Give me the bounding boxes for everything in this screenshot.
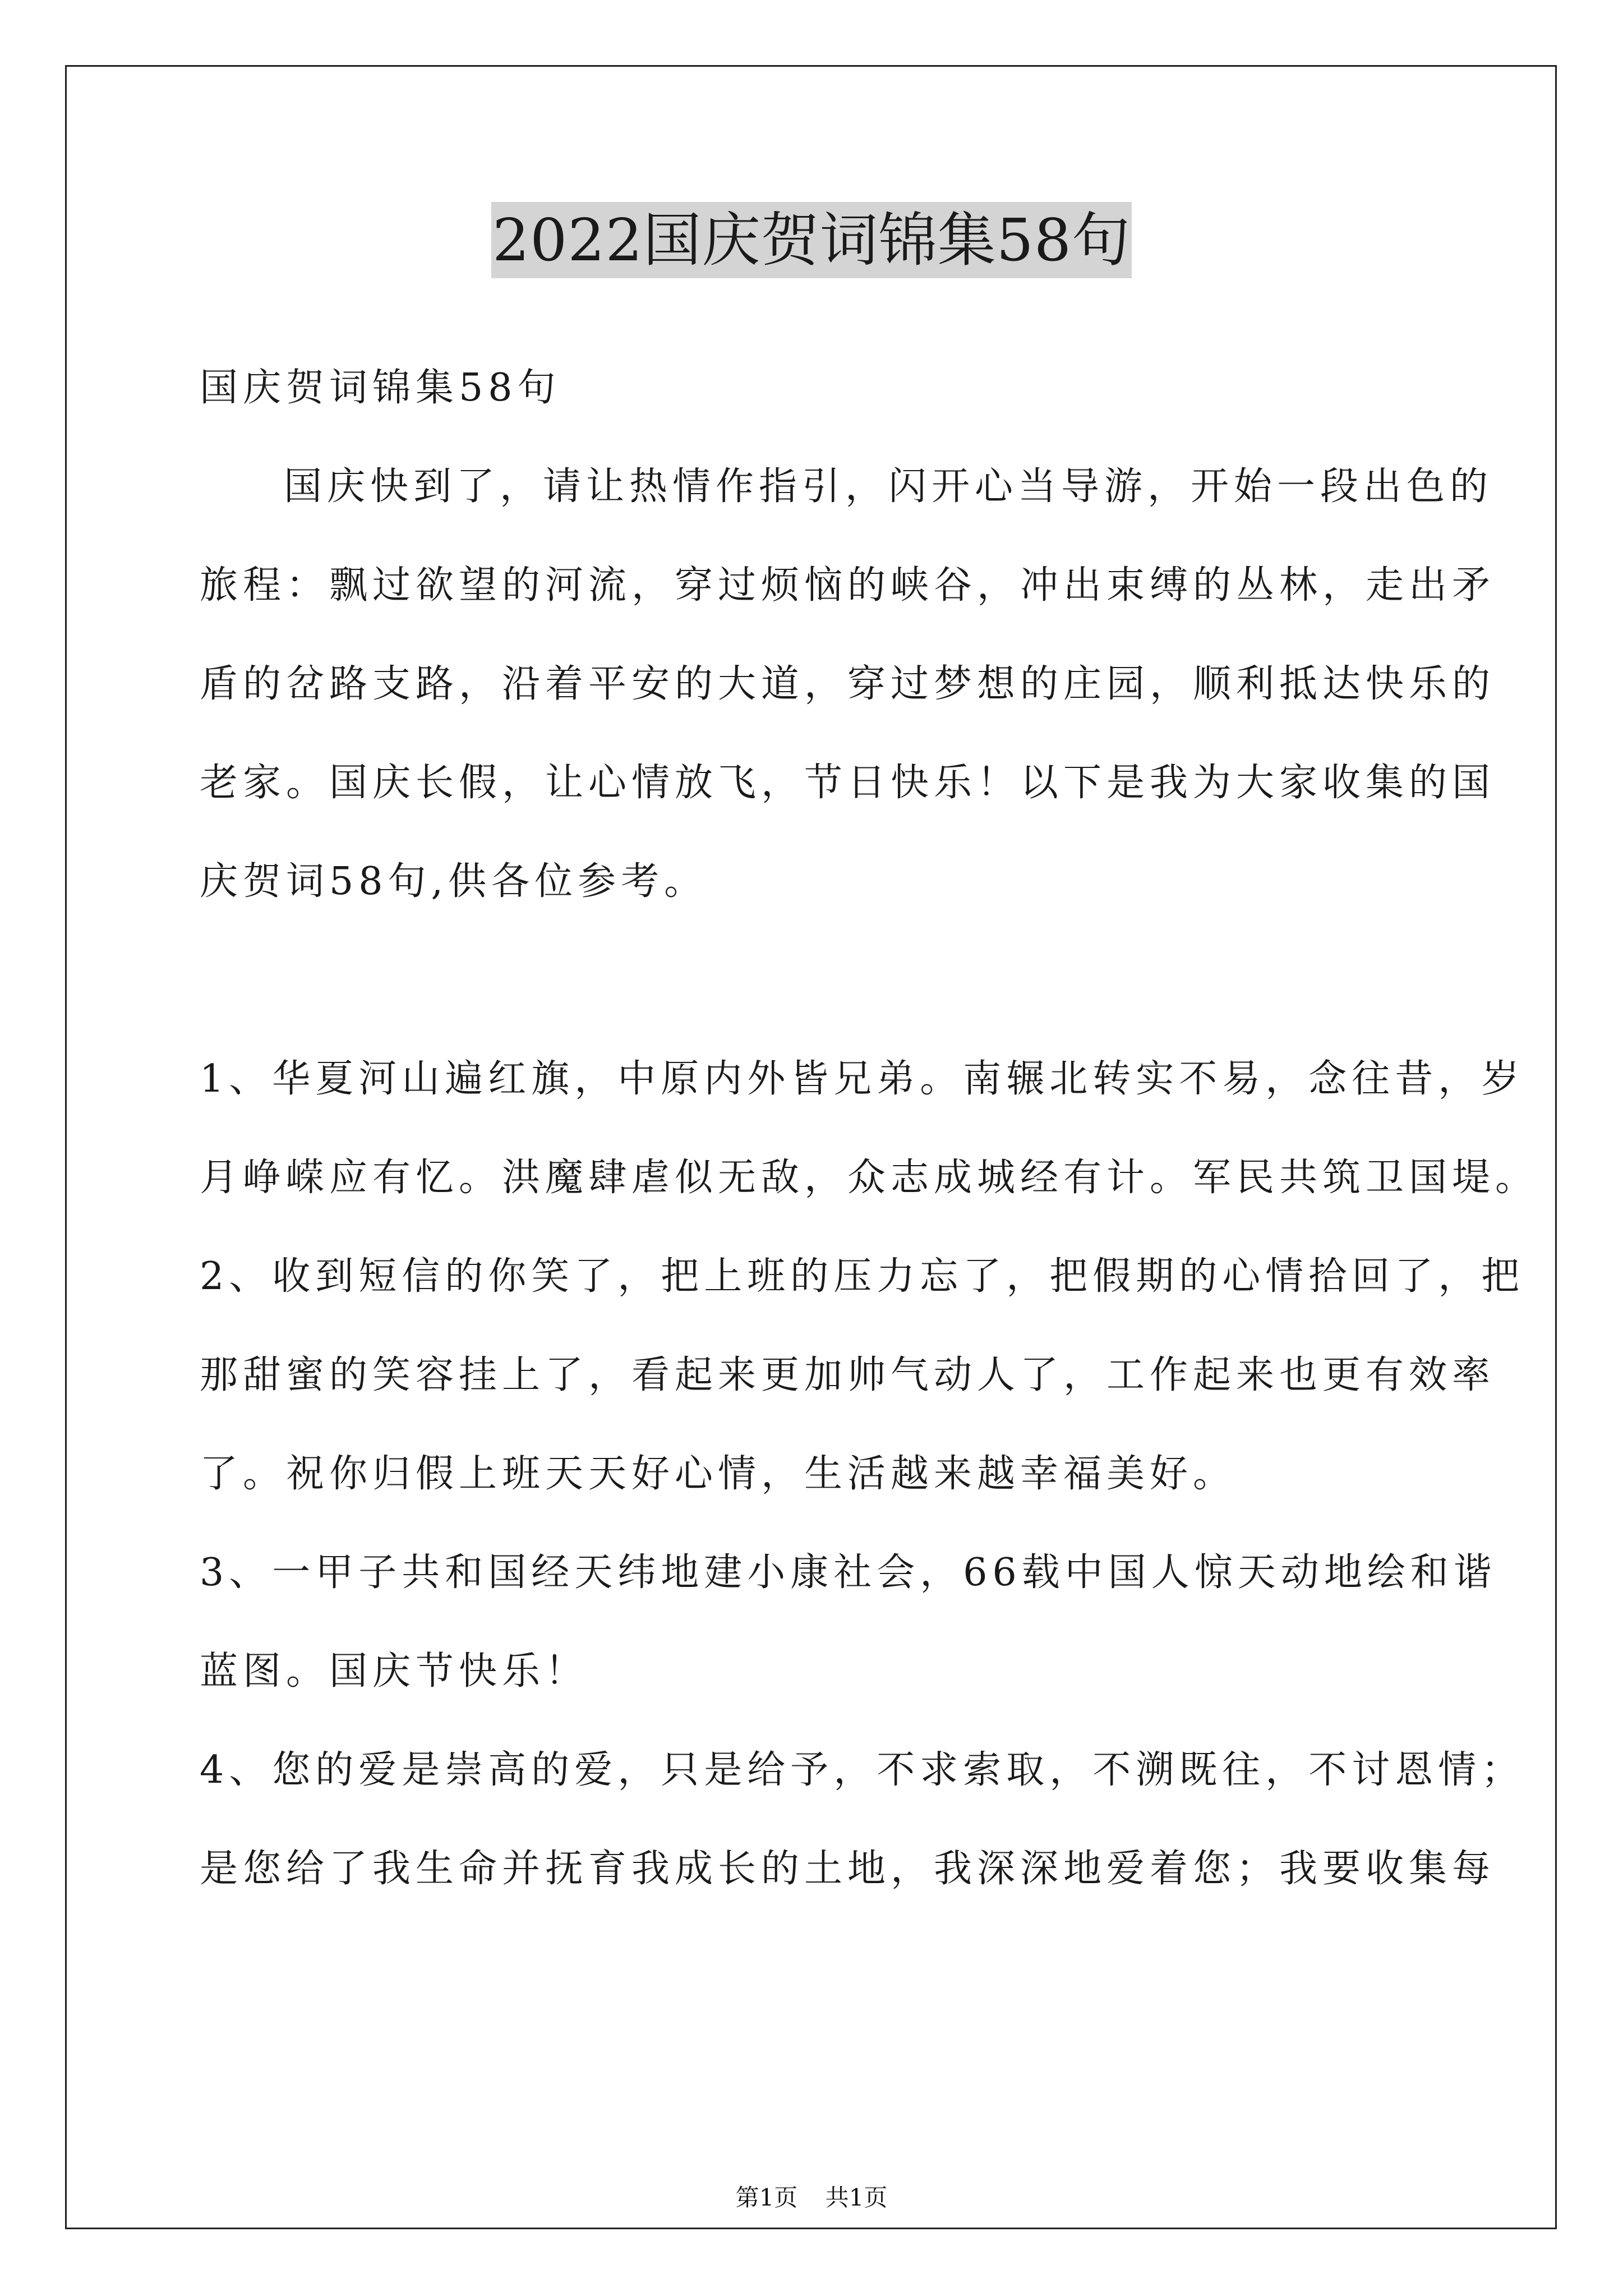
intro-line: 国庆快到了，请让热情作指引，闪开心当导游，开始一段出色的 (284, 464, 1493, 509)
intro-line: 旅程：飘过欲望的河流，穿过烦恼的峡谷，冲出束缚的丛林，走出矛 (200, 563, 1496, 608)
page-total: 共1页 (825, 2184, 888, 2211)
document-title: 2022国庆贺词锦集58句 (491, 202, 1132, 278)
document-subtitle: 国庆贺词锦集58句 (200, 366, 561, 410)
document-body (200, 339, 1539, 1918)
item-2-line: 2、收到短信的你笑了，把上班的压力忘了，把假期的心情拾回了，把 (200, 1254, 1525, 1299)
intro-line: 盾的岔路支路，沿着平安的大道，穿过梦想的庄园，顺利抵达快乐的 (200, 662, 1496, 706)
item-1-line: 1、华夏河山遍红旗，中原内外皆兄弟。南辗北转实不易，念往昔，岁 (200, 1057, 1525, 1101)
item-3-line: 3、一甲子共和国经天纬地建小康社会，66载中国人惊天动地绘和谐 (200, 1550, 1497, 1595)
item-4-line: 4、您的爱是崇高的爱，只是给予，不求索取，不溯既往，不讨恩情； (200, 1748, 1525, 1792)
title-area (0, 202, 1623, 278)
item-2-line: 了。祝你归假上班天天好心情，生活越来越幸福美好。 (200, 1452, 1237, 1496)
paragraph-gap (200, 931, 1461, 1030)
item-2-line: 那甜蜜的笑容挂上了，看起来更加帅气动人了，工作起来也更有效率 (200, 1353, 1496, 1397)
item-4-line: 是您给了我生命并抚育我成长的土地，我深深地爱着您；我要收集每 (200, 1847, 1496, 1891)
page-footer (0, 2182, 1623, 2214)
item-1-line: 月峥嵘应有忆。洪魔肆虐似无敌，众志成城经有计。军民共筑卫国堤。 (200, 1156, 1539, 1200)
item-3-line: 蓝图。国庆节快乐！ (200, 1649, 589, 1694)
page-number: 第1页 (735, 2184, 798, 2211)
intro-line: 庆贺词58句,供各位参考。 (200, 859, 708, 904)
intro-line: 老家。国庆长假，让心情放飞，节日快乐！以下是我为大家收集的国 (200, 761, 1496, 805)
